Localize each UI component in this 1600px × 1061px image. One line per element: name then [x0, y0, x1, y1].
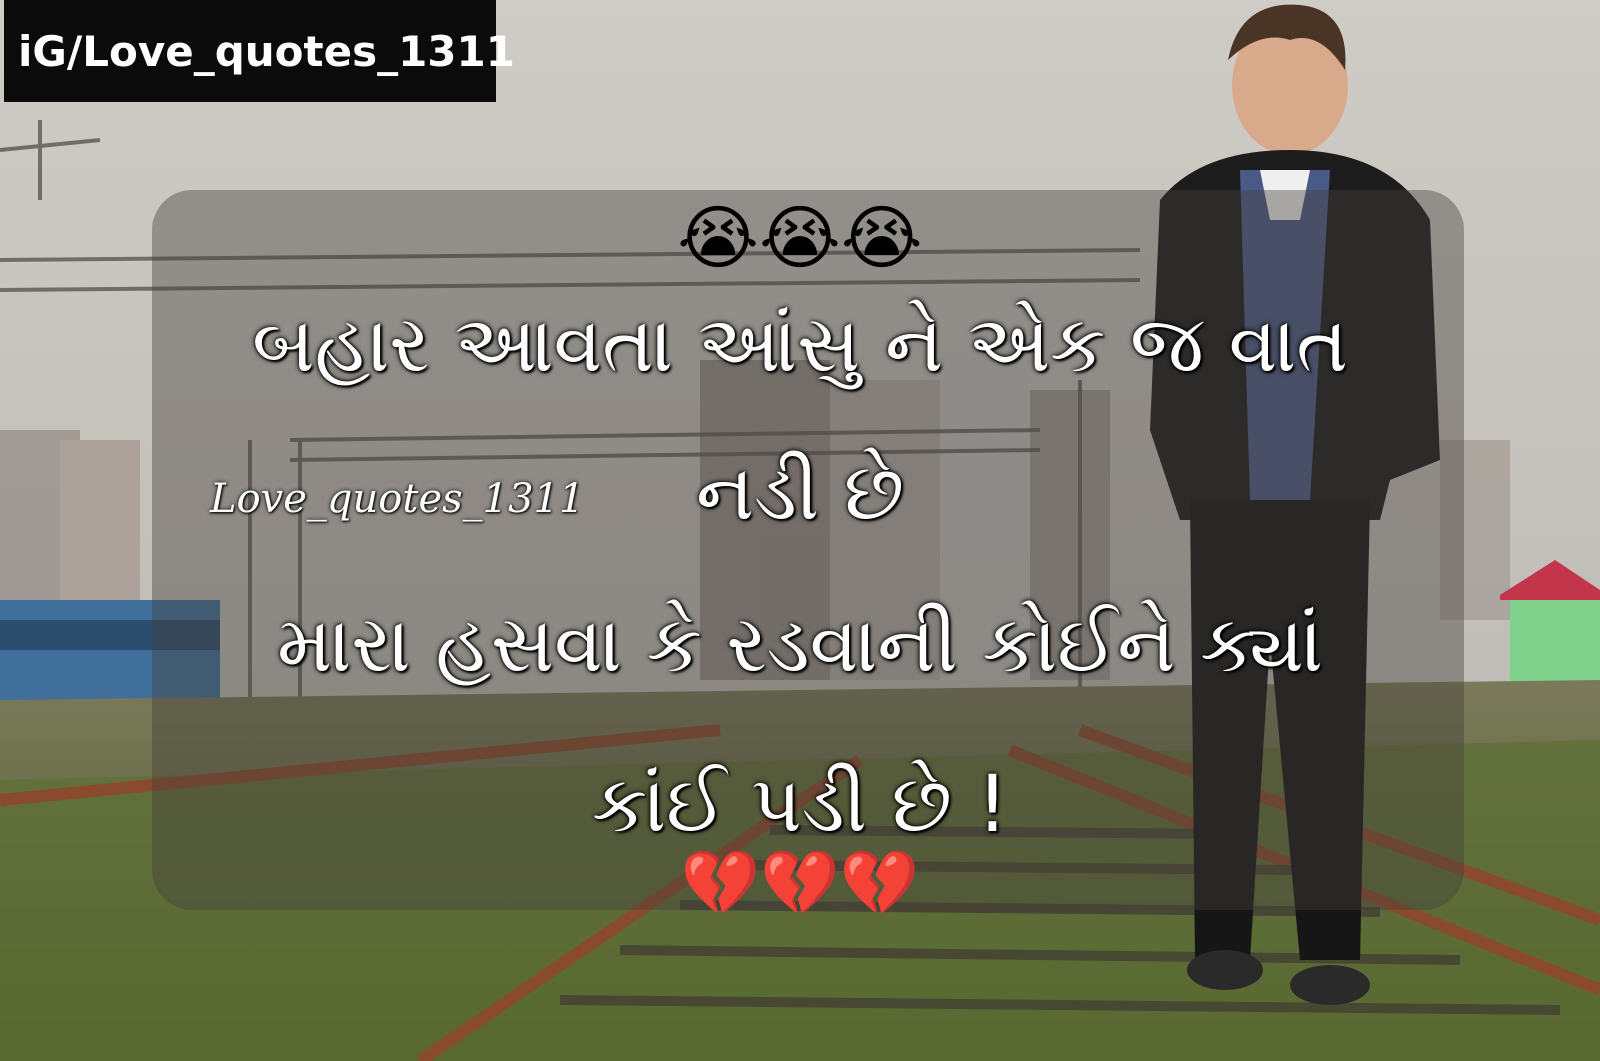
- quote-line-4: કાંઈ પડી છે !: [591, 760, 1009, 850]
- quote-line-1: બહાર આવતા આંસુ ને એક જ વાત: [252, 300, 1348, 390]
- handle-text: iG/Love_quotes_1311: [18, 26, 515, 76]
- watermark-signature: Love_quotes_1311: [210, 476, 585, 522]
- quote-line-3: મારા હસવા કે રડવાની કોઈને ક્યાં: [277, 600, 1323, 690]
- broken-heart-emoji-row: 💔💔💔: [680, 847, 920, 921]
- instagram-handle-tag: [4, 0, 515, 102]
- quote-line-2: નડી છે: [695, 448, 905, 538]
- crying-emoji-row: 😭😭😭: [677, 197, 923, 279]
